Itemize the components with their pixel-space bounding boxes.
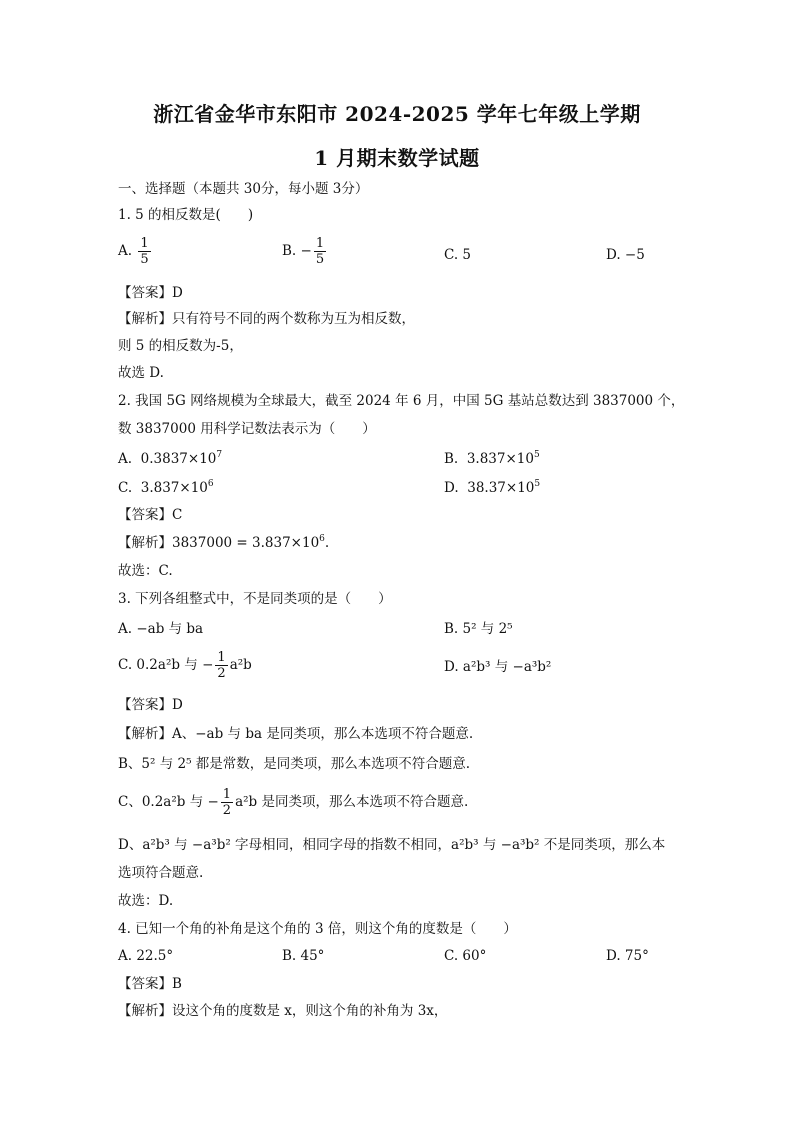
- q4-option-d: D. 75°: [606, 948, 649, 964]
- title-line-1: 浙江省金华市东阳市 2024-2025 学年七年级上学期: [153, 102, 641, 126]
- q3-analysis-c-numerator: 1: [222, 787, 232, 802]
- q2-answer: 【答案】C: [118, 507, 183, 523]
- q2-option-b-label: B.: [444, 451, 459, 467]
- q3-analysis-c: [118, 787, 468, 818]
- q1-option-b-label: B.: [282, 243, 297, 259]
- q2-option-d-label: D.: [444, 480, 459, 496]
- q3-option-a: A. −ab 与 ba: [118, 621, 204, 637]
- q2-option-b: [444, 450, 540, 468]
- q3-option-b: B. 5² 与 2⁵: [444, 621, 513, 637]
- q4-option-b: B. 45°: [282, 948, 325, 964]
- q3-option-c: [118, 650, 252, 681]
- q3-analysis-b: B、5² 与 2⁵ 都是常数，是同类项，那么本选项不符合题意.: [118, 756, 471, 772]
- section-heading: 一、选择题（本题共 30分，每小题 3分）: [118, 181, 369, 197]
- q2-analysis-period: .: [324, 535, 330, 551]
- q1-option-a-numerator: 1: [140, 236, 149, 251]
- q1-option-a-label: A.: [118, 243, 133, 259]
- q1-stem: 1. 5 的相反数是( ): [118, 207, 254, 223]
- q4-analysis: 【解析】设这个角的度数是 x，则这个角的补角为 3x，: [118, 1003, 448, 1019]
- q1-option-c: C. 5: [444, 247, 472, 263]
- q2-stem-2: 数 3837000 用科学记数法表示为（ ）: [118, 421, 376, 437]
- q4-answer: 【答案】B: [118, 976, 182, 992]
- q1-option-d: D. −5: [606, 247, 645, 263]
- q2-option-a-label: A.: [118, 451, 133, 467]
- q2-option-a-base: 0.3837×10: [140, 451, 217, 467]
- q1-analysis-2: 则 5 的相反数为-5，: [118, 338, 243, 354]
- q2-option-c-exponent: 6: [207, 479, 214, 489]
- q2-option-d: [444, 479, 540, 497]
- q2-analysis-text: 【解析】3837000 = 3.837×10: [118, 535, 320, 551]
- q1-option-b-fraction: [314, 236, 326, 267]
- q3-answer: 【答案】D: [118, 697, 183, 713]
- q2-conclusion: 故选：C.: [118, 563, 173, 579]
- q2-option-c-base: 3.837×10: [140, 480, 208, 496]
- q1-answer: 【答案】D: [118, 285, 183, 301]
- q3-option-c-fraction: [215, 650, 227, 681]
- q2-stem-1: 2. 我国 5G 网络规模为全球最大，截至 2024 年 6 月，中国 5G 基站总数达到 3837000 个，: [118, 393, 685, 409]
- q3-option-c-denominator: 2: [217, 666, 226, 681]
- q1-option-b-numerator: 1: [315, 236, 325, 251]
- q2-analysis: [118, 534, 329, 552]
- q3-option-d: D. a²b³ 与 −a³b²: [444, 659, 552, 675]
- q3-stem: 3. 下列各组整式中，不是同类项的是（ ）: [118, 591, 392, 607]
- q2-option-b-exponent: 5: [533, 450, 540, 460]
- q2-option-c-label: C.: [118, 480, 133, 496]
- q3-analysis-c-pre: C、0.2a²b 与 −: [118, 794, 219, 810]
- q1-option-a-denominator: 5: [140, 252, 149, 267]
- q3-analysis-c-post: a²b 是同类项，那么本选项不符合题意.: [235, 794, 469, 810]
- q4-option-a: A. 22.5°: [118, 948, 174, 964]
- q1-option-a-fraction: [138, 236, 150, 267]
- q2-option-a: [118, 450, 222, 468]
- q2-option-d-base: 38.37×10: [467, 480, 535, 496]
- q4-option-c: C. 60°: [444, 948, 487, 964]
- q3-conclusion: 故选：D.: [118, 893, 174, 909]
- q1-option-b-denominator: 5: [315, 252, 325, 267]
- q1-analysis-1: 【解析】只有符号不同的两个数称为互为相反数，: [118, 311, 415, 327]
- q1-option-b-sign: −: [300, 243, 312, 259]
- q1-option-a: [118, 236, 153, 267]
- q2-option-a-exponent: 7: [216, 450, 223, 460]
- q1-conclusion: 故选 D.: [118, 365, 164, 381]
- title-line-2: 1 月期末数学试题: [314, 146, 480, 170]
- q3-option-c-numerator: 1: [217, 650, 226, 665]
- q2-option-b-base: 3.837×10: [466, 451, 534, 467]
- q2-option-d-exponent: 5: [534, 479, 541, 489]
- q3-option-c-post: a²b: [229, 657, 252, 673]
- q2-option-c: [118, 479, 214, 497]
- q3-analysis-d-2: 选项符合题意.: [118, 865, 204, 881]
- q3-analysis-d-1: D、a²b³ 与 −a³b² 字母相同，相同字母的指数不相同，a²b³ 与 −a³b² 不是同类项，那么本: [118, 837, 666, 853]
- q4-stem: 4. 已知一个角的补角是这个角的 3 倍，则这个角的度数是（ ）: [118, 921, 517, 937]
- q2-analysis-exponent: 6: [319, 534, 325, 544]
- q3-analysis-c-fraction: [221, 787, 233, 818]
- q3-analysis-a: 【解析】A、−ab 与 ba 是同类项，那么本选项不符合题意.: [118, 726, 474, 742]
- q1-option-b: [282, 236, 328, 267]
- q3-analysis-c-denominator: 2: [222, 803, 232, 818]
- q3-option-c-pre: C. 0.2a²b 与 −: [118, 657, 214, 673]
